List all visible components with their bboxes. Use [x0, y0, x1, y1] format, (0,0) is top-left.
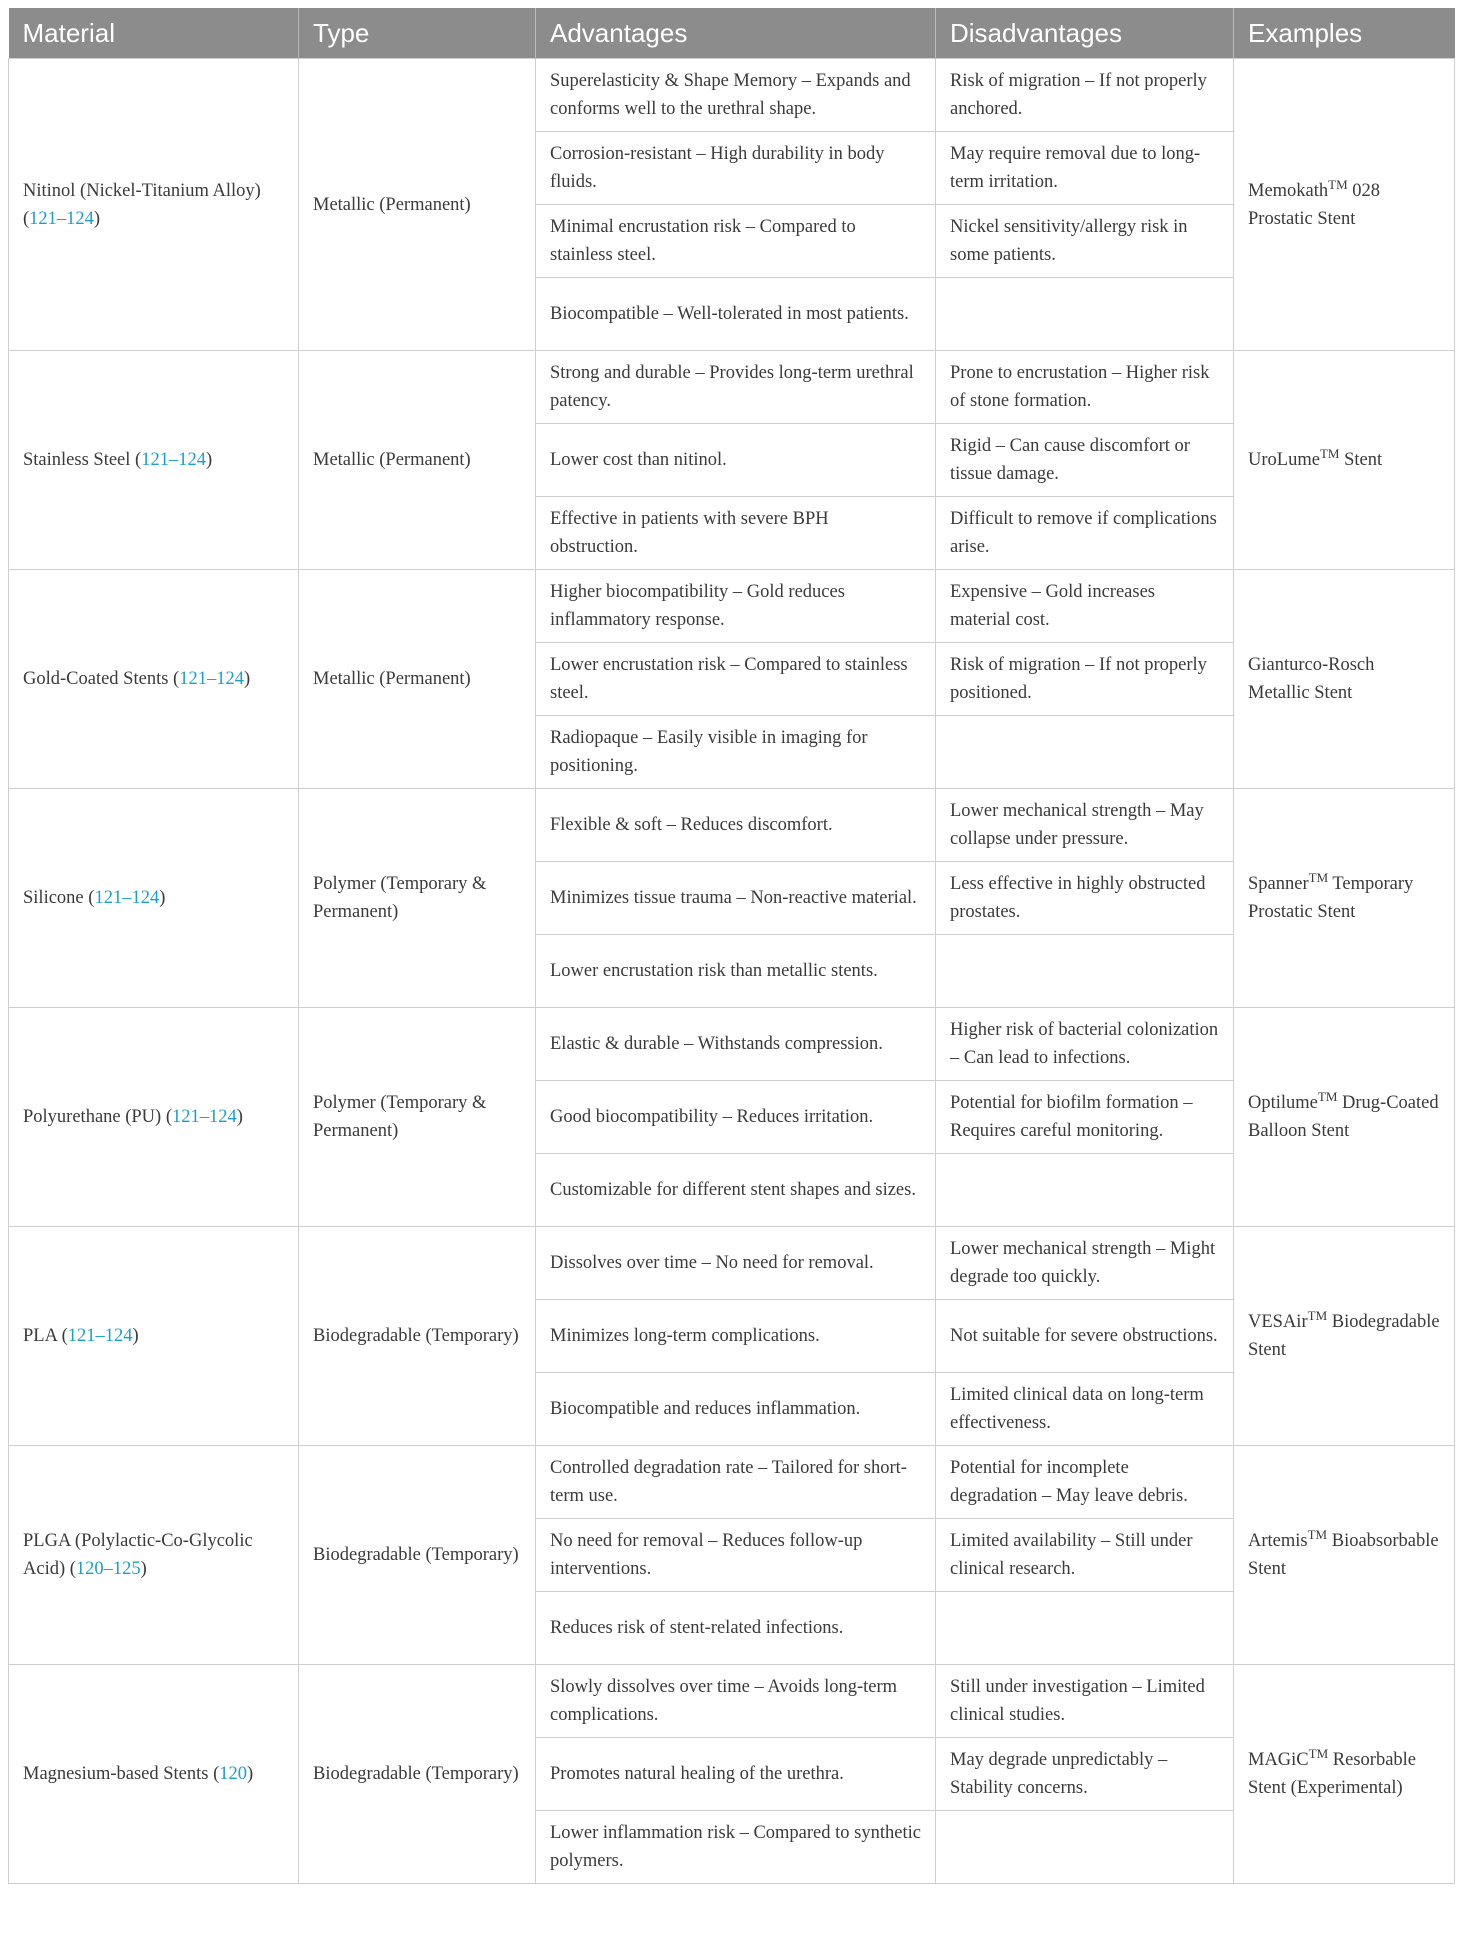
- advantage-cell: Slowly dissolves over time – Avoids long-term complications.: [536, 1665, 936, 1738]
- example-suffix: Biodegradable Stent: [1248, 1312, 1440, 1360]
- example-name: Gianturco-Rosch Metallic Stent: [1248, 655, 1375, 703]
- example-suffix: Bioabsorbable Stent: [1248, 1531, 1439, 1579]
- example-suffix: 028 Prostatic Stent: [1248, 180, 1381, 229]
- disadvantage-cell: Higher risk of bacterial colonization – Can lead to infections.: [936, 1008, 1234, 1081]
- disadvantage-cell: [936, 1154, 1234, 1227]
- table-body: [9, 59, 1455, 1884]
- advantage-cell: Lower encrustation risk than metallic stents.: [536, 935, 936, 1008]
- example-cell: [1234, 1227, 1455, 1446]
- header-disadvantages: Disadvantages: [936, 8, 1234, 59]
- disadvantage-cell: [936, 1811, 1234, 1884]
- example-suffix: Drug-Coated Balloon Stent: [1248, 1093, 1439, 1141]
- disadvantage-cell: Expensive – Gold increases material cost.: [936, 570, 1234, 643]
- advantage-cell: Elastic & durable – Withstands compression.: [536, 1008, 936, 1081]
- disadvantage-cell: May require removal due to long-term irritation.: [936, 132, 1234, 205]
- advantage-cell: Biocompatible – Well-tolerated in most patients.: [536, 278, 936, 351]
- disadvantage-cell: [936, 1592, 1234, 1665]
- material-cell-pla: PLA (121–124): [9, 1227, 299, 1446]
- type-cell: Biodegradable (Temporary): [299, 1446, 536, 1665]
- advantage-cell: Superelasticity & Shape Memory – Expands and conforms well to the urethral shape.: [536, 59, 936, 132]
- type-cell: Metallic (Permanent): [299, 59, 536, 351]
- material-cell-magnesium-based-stents: Magnesium-based Stents (120): [9, 1665, 299, 1884]
- material-name: Stainless Steel: [23, 450, 131, 470]
- disadvantage-cell: Limited availability – Still under clinical research.: [936, 1519, 1234, 1592]
- type-cell: Metallic (Permanent): [299, 570, 536, 789]
- reference-link[interactable]: 121–124: [179, 669, 244, 689]
- header-advantages: Advantages: [536, 8, 936, 59]
- disadvantage-cell: Not suitable for severe obstructions.: [936, 1300, 1234, 1373]
- header-examples: Examples: [1234, 8, 1455, 59]
- advantage-cell: Promotes natural healing of the urethra.: [536, 1738, 936, 1811]
- type-cell: Biodegradable (Temporary): [299, 1227, 536, 1446]
- header-type: Type: [299, 8, 536, 59]
- disadvantage-cell: Prone to encrustation – Higher risk of stone formation.: [936, 351, 1234, 424]
- reference-link[interactable]: 120–125: [75, 1559, 141, 1579]
- table-row: [9, 570, 1455, 643]
- material-name: PLGA (Polylactic-Co-Glycolic Acid): [23, 1531, 253, 1579]
- reference-link[interactable]: 120: [219, 1764, 248, 1784]
- material-name: Polyurethane (PU): [23, 1107, 162, 1127]
- advantage-cell: Reduces risk of stent-related infections.: [536, 1592, 936, 1665]
- advantage-cell: Strong and durable – Provides long-term urethral patency.: [536, 351, 936, 424]
- material-name: Gold-Coated Stents: [23, 669, 169, 689]
- type-cell: Metallic (Permanent): [299, 351, 536, 570]
- reference-link[interactable]: 121–124: [172, 1107, 237, 1127]
- disadvantage-cell: Risk of migration – If not properly positioned.: [936, 643, 1234, 716]
- disadvantage-cell: Nickel sensitivity/allergy risk in some patients.: [936, 205, 1234, 278]
- trademark-mark: TM: [1319, 445, 1340, 461]
- example-cell: [1234, 1446, 1455, 1665]
- table-row: [9, 59, 1455, 132]
- material-cell-polyurethane-pu: Polyurethane (PU) (121–124): [9, 1008, 299, 1227]
- example-suffix: Stent: [1339, 450, 1383, 470]
- example-name: MAGiC: [1248, 1750, 1309, 1770]
- disadvantage-cell: Risk of migration – If not properly anchored.: [936, 59, 1234, 132]
- disadvantage-cell: [936, 278, 1234, 351]
- example-cell: [1234, 1008, 1455, 1227]
- reference-link[interactable]: 121–124: [94, 888, 160, 908]
- reference-link[interactable]: 121–124: [29, 208, 94, 229]
- example-name: Memokath: [1248, 180, 1329, 201]
- trademark-mark: TM: [1328, 176, 1348, 192]
- type-cell: Polymer (Temporary & Permanent): [299, 1008, 536, 1227]
- disadvantage-cell: Less effective in highly obstructed prostates.: [936, 862, 1234, 935]
- disadvantage-cell: Lower mechanical strength – May collapse under pressure.: [936, 789, 1234, 862]
- example-cell: [1234, 789, 1455, 1008]
- example-name: VESAir: [1248, 1312, 1308, 1332]
- disadvantage-cell: Difficult to remove if complications arise.: [936, 497, 1234, 570]
- advantage-cell: Corrosion-resistant – High durability in body fluids.: [536, 132, 936, 205]
- table-row: [9, 789, 1455, 862]
- disadvantage-cell: Limited clinical data on long-term effectiveness.: [936, 1373, 1234, 1446]
- example-cell: [1234, 351, 1455, 570]
- disadvantage-cell: [936, 935, 1234, 1008]
- material-name: Nitinol (Nickel-Titanium Alloy): [23, 180, 261, 201]
- stent-materials-table: [8, 8, 1455, 1884]
- example-cell: [1234, 1665, 1455, 1884]
- material-name: Silicone: [23, 888, 84, 908]
- table-header: [9, 8, 1455, 59]
- advantage-cell: Lower encrustation risk – Compared to stainless steel.: [536, 643, 936, 716]
- type-cell: Biodegradable (Temporary): [299, 1665, 536, 1884]
- advantage-cell: Minimal encrustation risk – Compared to stainless steel.: [536, 205, 936, 278]
- header-material: Material: [9, 8, 299, 59]
- advantage-cell: Lower inflammation risk – Compared to synthetic polymers.: [536, 1811, 936, 1884]
- advantage-cell: Minimizes long-term complications.: [536, 1300, 936, 1373]
- advantage-cell: Good biocompatibility – Reduces irritation.: [536, 1081, 936, 1154]
- material-cell-silicone: Silicone (121–124): [9, 789, 299, 1008]
- example-cell: [1234, 59, 1455, 351]
- example-name: UroLume: [1248, 450, 1320, 470]
- advantage-cell: Higher biocompatibility – Gold reduces inflammatory response.: [536, 570, 936, 643]
- disadvantage-cell: [936, 716, 1234, 789]
- example-suffix: Temporary Prostatic Stent: [1248, 874, 1414, 922]
- trademark-mark: TM: [1317, 1088, 1338, 1104]
- table-row: [9, 351, 1455, 424]
- disadvantage-cell: Potential for incomplete degradation – May leave debris.: [936, 1446, 1234, 1519]
- reference-link[interactable]: 121–124: [67, 1326, 133, 1346]
- material-cell-stainless-steel: Stainless Steel (121–124): [9, 351, 299, 570]
- advantage-cell: Lower cost than nitinol.: [536, 424, 936, 497]
- table-row: [9, 1446, 1455, 1519]
- reference-link[interactable]: 121–124: [141, 450, 206, 470]
- table-row: [9, 1227, 1455, 1300]
- example-name: Artemis: [1248, 1531, 1308, 1551]
- material-cell-nitinol-nickel-titanium-alloy: Nitinol (Nickel-Titanium Alloy) (121–124): [9, 59, 299, 351]
- advantage-cell: Customizable for different stent shapes and sizes.: [536, 1154, 936, 1227]
- type-cell: Polymer (Temporary & Permanent): [299, 789, 536, 1008]
- disadvantage-cell: Still under investigation – Limited clinical studies.: [936, 1665, 1234, 1738]
- material-name: Magnesium-based Stents: [23, 1764, 209, 1784]
- disadvantage-cell: Lower mechanical strength – Might degrade too quickly.: [936, 1227, 1234, 1300]
- trademark-mark: TM: [1308, 1745, 1329, 1761]
- table-row: [9, 1008, 1455, 1081]
- trademark-mark: TM: [1307, 1526, 1328, 1542]
- material-name: PLA: [23, 1326, 57, 1346]
- example-cell: [1234, 570, 1455, 789]
- example-name: Optilume: [1248, 1093, 1318, 1113]
- advantage-cell: Effective in patients with severe BPH obstruction.: [536, 497, 936, 570]
- advantage-cell: Biocompatible and reduces inflammation.: [536, 1373, 936, 1446]
- material-cell-plga-polylactic-co-glycolic-acid: PLGA (Polylactic-Co-Glycolic Acid) (120–125): [9, 1446, 299, 1665]
- disadvantage-cell: Rigid – Can cause discomfort or tissue damage.: [936, 424, 1234, 497]
- advantage-cell: No need for removal – Reduces follow-up interventions.: [536, 1519, 936, 1592]
- advantage-cell: Radiopaque – Easily visible in imaging for positioning.: [536, 716, 936, 789]
- material-cell-gold-coated-stents: Gold-Coated Stents (121–124): [9, 570, 299, 789]
- disadvantage-cell: May degrade unpredictably – Stability concerns.: [936, 1738, 1234, 1811]
- trademark-mark: TM: [1308, 869, 1329, 885]
- advantage-cell: Flexible & soft – Reduces discomfort.: [536, 789, 936, 862]
- disadvantage-cell: Potential for biofilm formation – Requires careful monitoring.: [936, 1081, 1234, 1154]
- advantage-cell: Dissolves over time – No need for removal.: [536, 1227, 936, 1300]
- table-row: [9, 1665, 1455, 1738]
- trademark-mark: TM: [1307, 1307, 1328, 1323]
- example-name: Spanner: [1248, 874, 1309, 894]
- advantage-cell: Minimizes tissue trauma – Non-reactive material.: [536, 862, 936, 935]
- header-row: [9, 8, 1455, 59]
- example-suffix: Resorbable Stent (Experimental): [1248, 1750, 1417, 1798]
- advantage-cell: Controlled degradation rate – Tailored for short-term use.: [536, 1446, 936, 1519]
